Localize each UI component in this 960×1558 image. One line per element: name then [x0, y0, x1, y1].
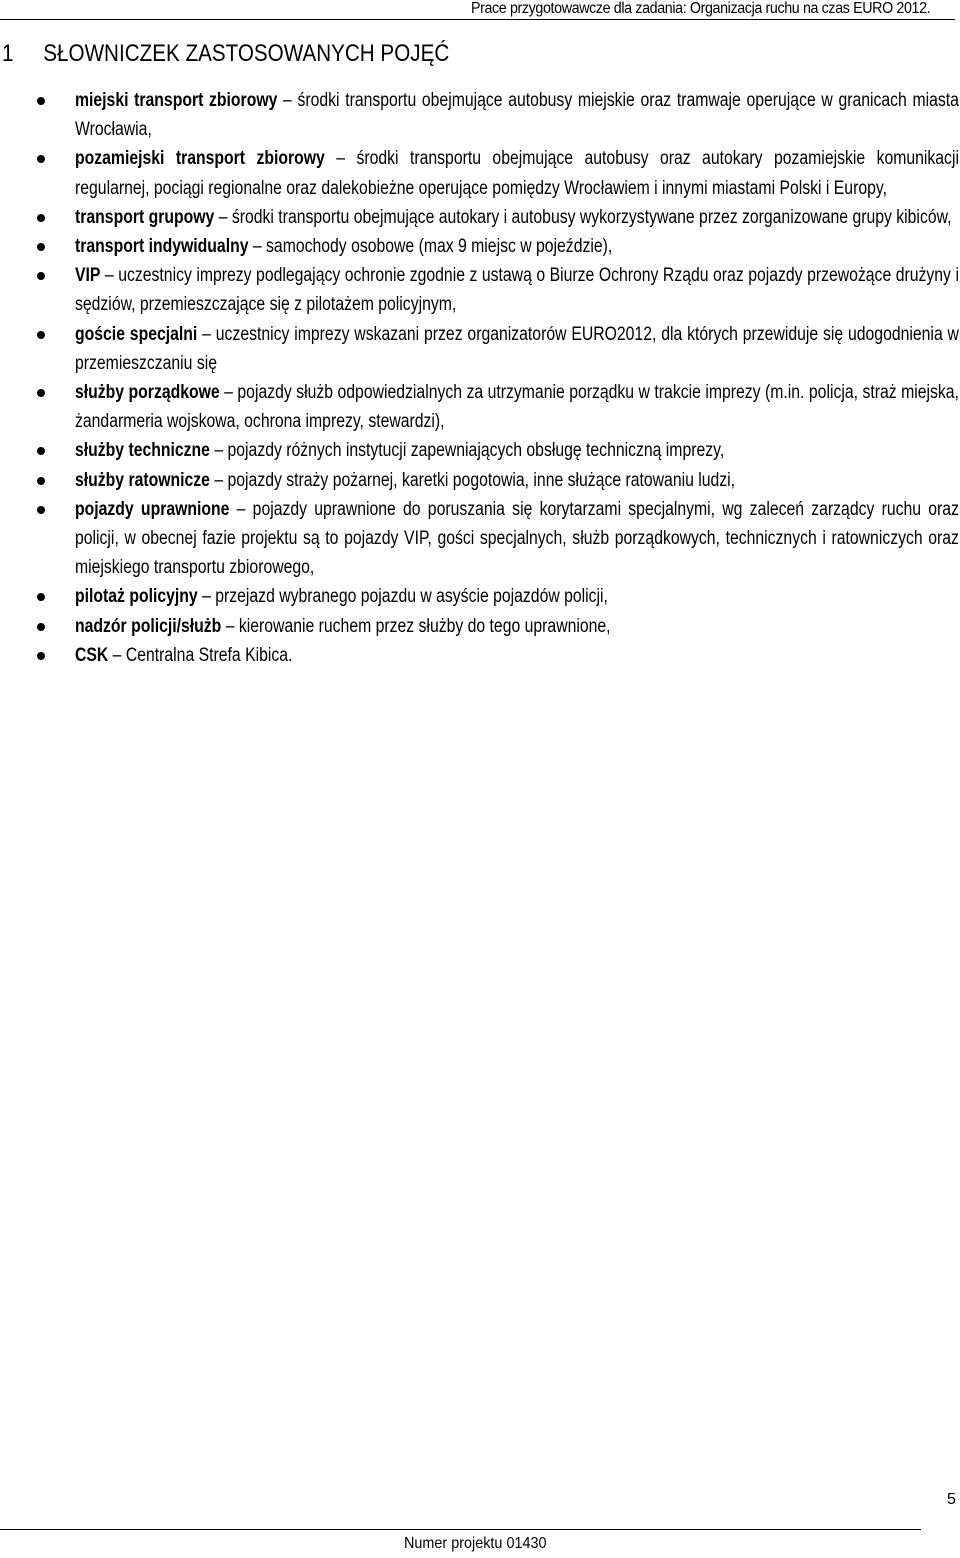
glossary-item [0, 86, 959, 144]
glossary-definition: Centralna Strefa Kibica. [125, 644, 293, 666]
section-heading [2, 40, 449, 68]
term-separator: – [214, 469, 224, 491]
bullet-icon [37, 155, 45, 163]
term-separator: – [225, 615, 235, 637]
term-separator: – [218, 206, 228, 228]
glossary-term: miejski transport zbiorowy [75, 90, 278, 111]
glossary-term: transport indywidualny [75, 236, 249, 258]
glossary-item [0, 612, 959, 641]
glossary-definition: środki transportu obejmujące autokary i autobusy wykorzystywane przez zorganizowane grupy kibiców, [231, 206, 952, 228]
term-separator: – [202, 586, 211, 608]
glossary-term: służby porządkowe [75, 382, 220, 404]
bullet-icon [37, 593, 45, 601]
glossary-item [0, 466, 959, 495]
term-separator: – [252, 236, 262, 258]
glossary-definition: uczestnicy imprezy podlegający ochronie zgodnie z ustawą o Biurze Ochrony Rządu oraz pojazdy przewożące drużyny i sędziów, przemieszczające się z pilotażem policyjnym, [75, 265, 959, 316]
page-header [0, 0, 960, 22]
glossary-definition: pojazdy uprawnione do poruszania się korytarzami specjalnymi, wg zaleceń zarządcy ruchu oraz policji, w obecnej fazie projektu są to pojazdy VIP, gości specjalnych, służb porządkowych, technicznych i ratowniczych oraz miejskiego transportu zbiorowego, [75, 498, 959, 579]
term-separator: – [283, 90, 292, 111]
bullet-icon [37, 331, 45, 339]
bullet-icon [37, 97, 45, 105]
term-separator: – [214, 440, 224, 462]
header-divider [0, 19, 955, 20]
glossary-term: nadzór policji/służb [75, 615, 222, 637]
glossary-term: goście specjalni [75, 323, 198, 345]
term-separator: – [112, 644, 122, 666]
glossary-definition: pojazdy różnych instytucji zapewniających obsługę techniczną imprezy, [227, 440, 725, 462]
glossary-term: służby techniczne [75, 440, 210, 462]
glossary-item [0, 320, 959, 378]
glossary-list [0, 86, 960, 670]
glossary-term: pilotaż policyjny [75, 586, 198, 608]
glossary-item [0, 261, 959, 319]
glossary-definition: przejazd wybranego pojazdu w asyście pojazdów policji, [215, 586, 608, 608]
glossary-definition: pojazdy straży pożarnej, karetki pogotowia, inne służące ratowaniu ludzi, [227, 469, 736, 491]
glossary-definition: uczestnicy imprezy wskazani przez organizatorów EURO2012, dla których przewiduje się udogodnienia w przemieszczaniu się [75, 323, 959, 374]
glossary-term: pozamiejski transport zbiorowy [75, 148, 325, 170]
term-separator: – [104, 265, 114, 287]
glossary-term: pojazdy uprawnione [75, 498, 230, 520]
glossary-definition: środki transportu obejmujące autobusy miejskie oraz tramwaje operujące w granicach miasta Wrocławia, [75, 90, 959, 141]
glossary-definition: samochody osobowe (max 9 miejsc w pojeździe), [266, 236, 613, 258]
glossary-item [0, 582, 959, 611]
footer-divider [0, 1529, 921, 1530]
term-separator: – [336, 148, 346, 170]
section-title: SŁOWNICZEK ZASTOSOWANYCH POJĘĆ [43, 40, 450, 67]
term-separator: – [224, 382, 233, 404]
bullet-icon [37, 477, 45, 485]
bullet-icon [37, 623, 45, 631]
bullet-icon [37, 506, 45, 514]
glossary-term: CSK [75, 644, 109, 666]
glossary-definition: kierowanie ruchem przez służby do tego uprawnione, [238, 615, 611, 637]
bullet-icon [37, 243, 45, 251]
glossary-item [0, 495, 959, 583]
bullet-icon [37, 447, 45, 455]
header-title: Prace przygotowawcze dla zadania: Organizacja ruchu na czas EURO 2012. [470, 0, 930, 17]
glossary-term: transport grupowy [75, 206, 215, 228]
bullet-icon [37, 214, 45, 222]
bullet-icon [37, 389, 45, 397]
glossary-item [0, 144, 959, 202]
section-number: 1 [2, 40, 14, 67]
glossary-term: służby ratownicze [75, 469, 210, 491]
glossary-item [0, 378, 959, 436]
glossary-definition: środki transportu obejmujące autobusy oraz autokary pozamiejskie komunikacji regularnej, pociągi regionalne oraz dalekobieżne operujące pomiędzy Wrocławiem i innymi miastami Polski i Europy, [75, 148, 959, 199]
glossary-item [0, 641, 959, 670]
bullet-icon [37, 272, 45, 280]
term-separator: – [236, 498, 246, 520]
glossary-term: VIP [75, 265, 101, 287]
project-number: Numer projektu 01430 [404, 1535, 547, 1552]
glossary-item [0, 436, 959, 465]
bullet-icon [37, 652, 45, 660]
term-separator: – [202, 323, 211, 345]
glossary-item [0, 203, 959, 232]
glossary-definition: pojazdy służb odpowiedzialnych za utrzymanie porządku w trakcie imprezy (m.in. policja, straż miejska, żandarmeria wojskowa, ochrona imprezy, stewardzi), [75, 382, 959, 433]
page-number: 5 [947, 1491, 956, 1508]
glossary-item [0, 232, 959, 261]
